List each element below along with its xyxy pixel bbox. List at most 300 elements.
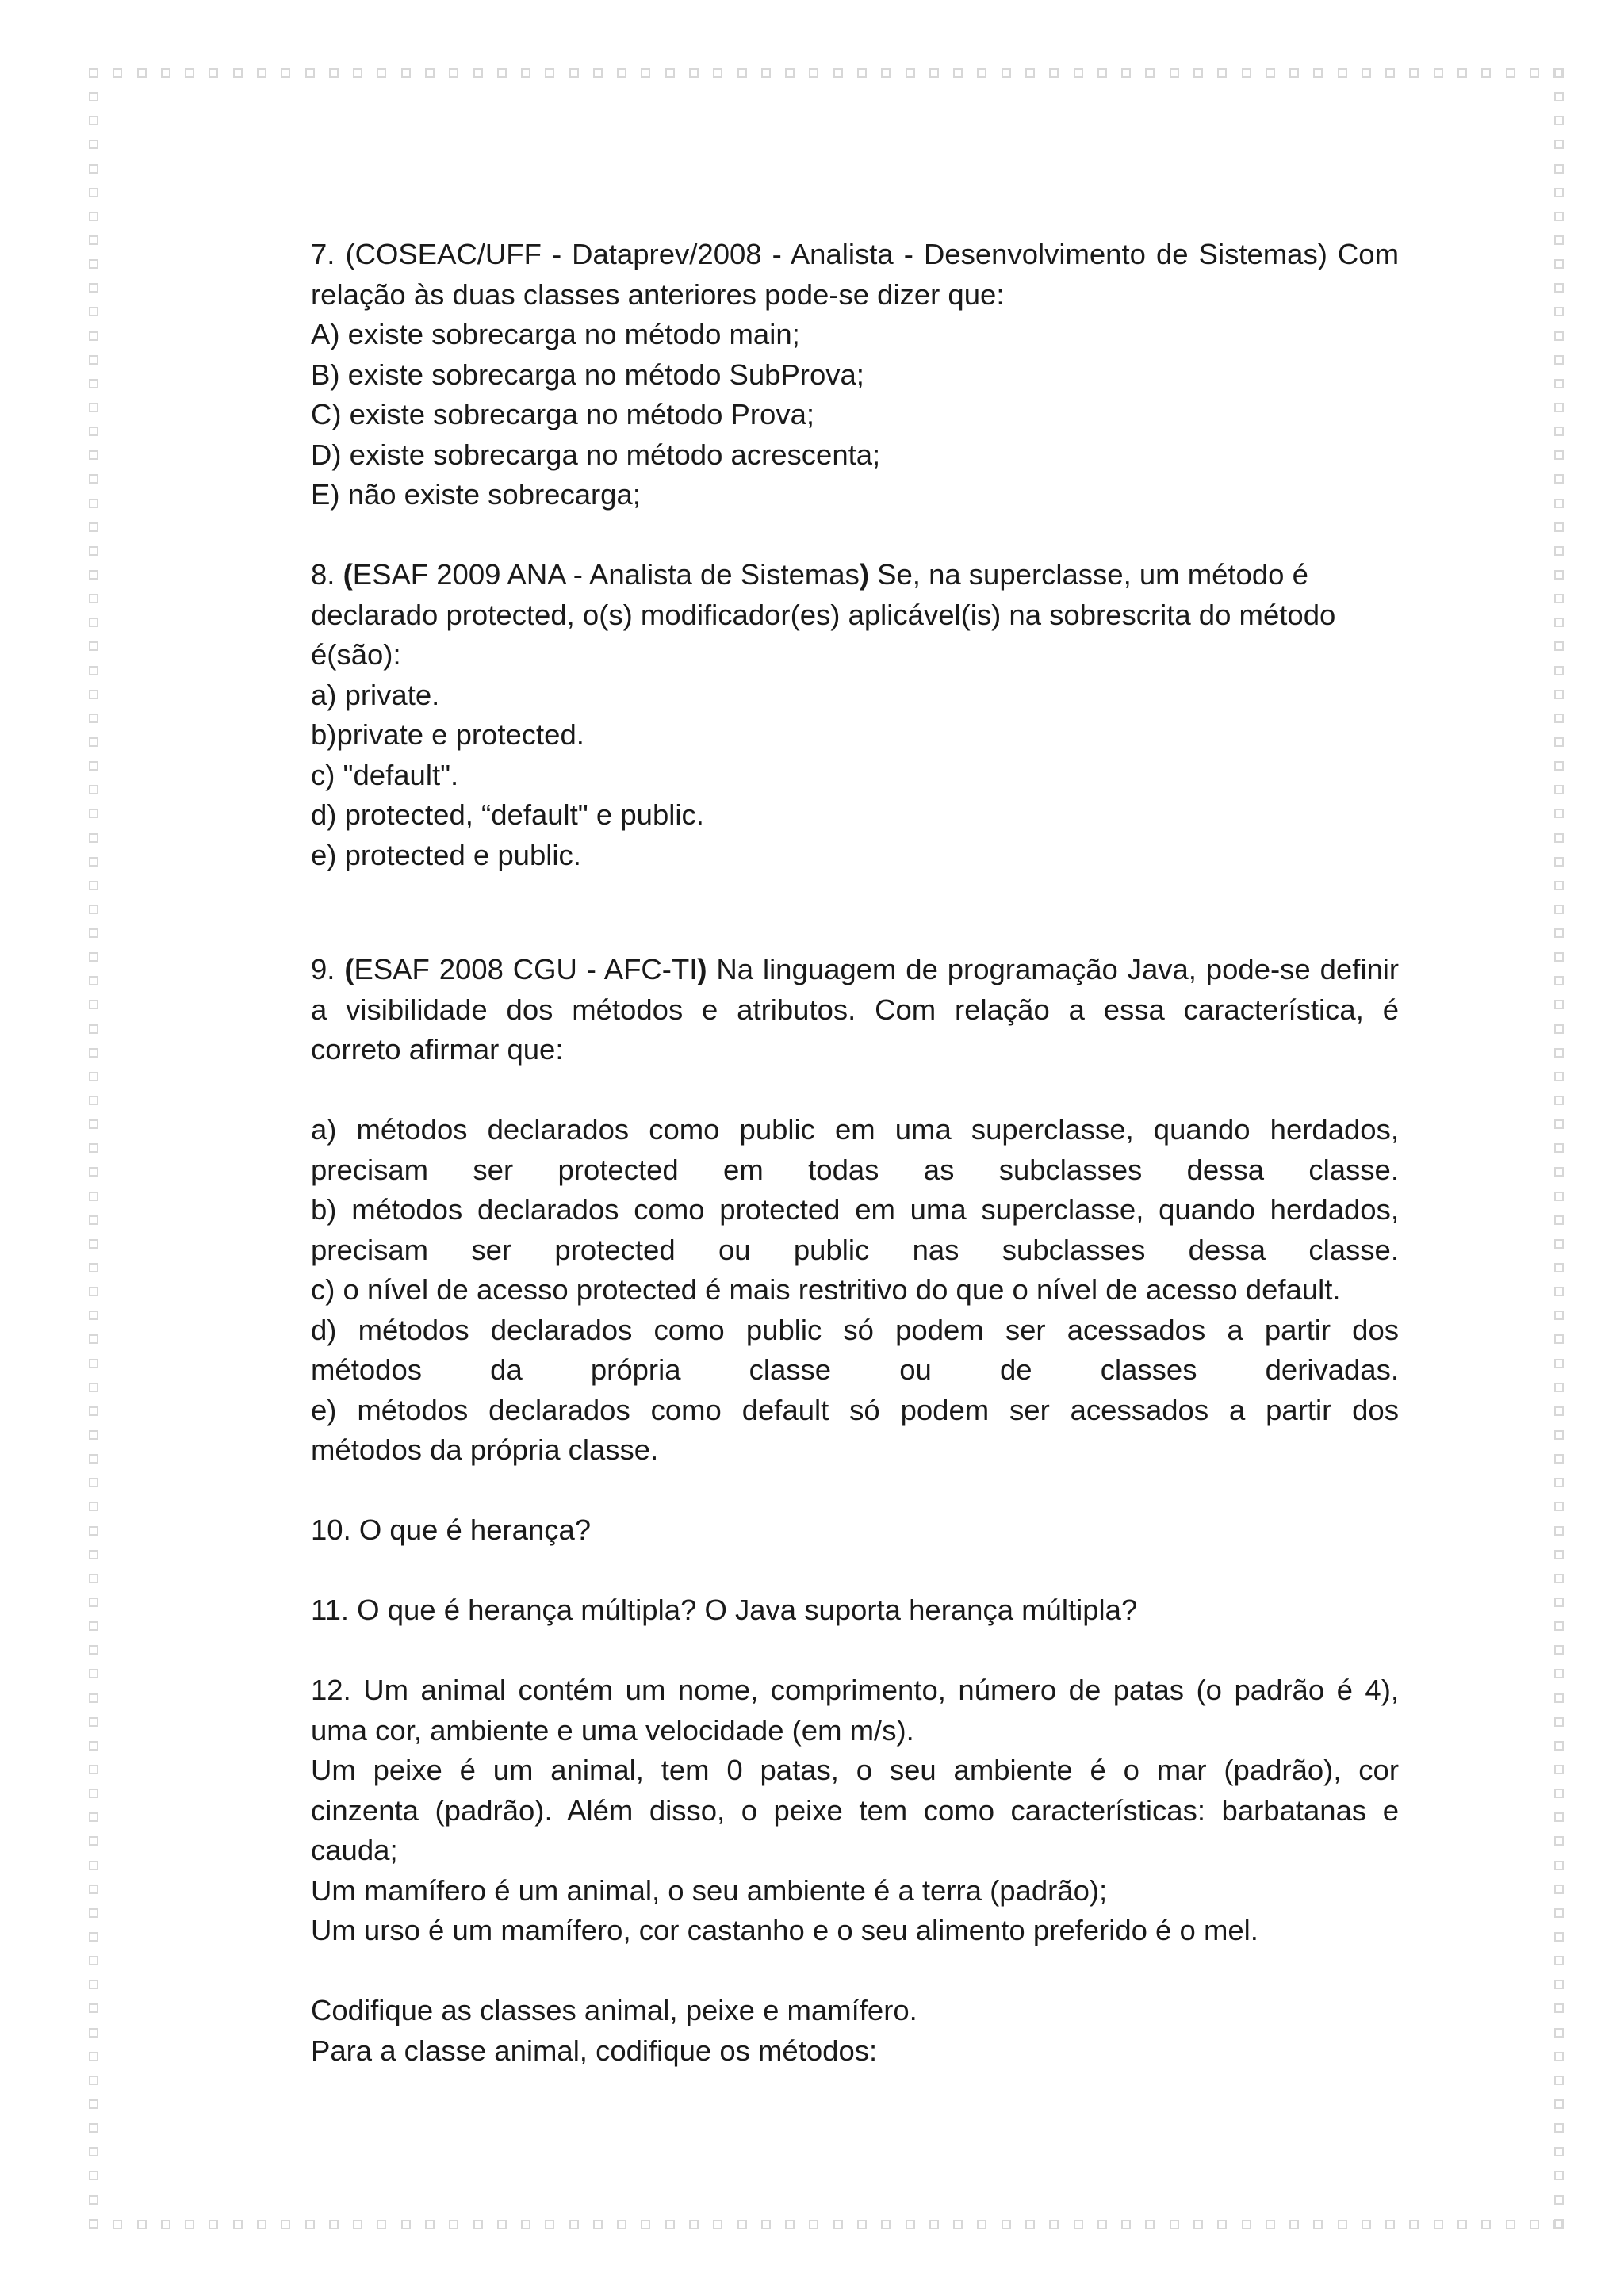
- border-dot: [545, 2220, 554, 2229]
- border-dot: [89, 1192, 98, 1201]
- border-dot: [1554, 2003, 1564, 2013]
- border-dot: [1554, 928, 1564, 938]
- border-dot: [1242, 68, 1251, 78]
- q8-open-paren: (: [343, 558, 353, 591]
- border-dot: [89, 1765, 98, 1774]
- border-dot: [1097, 68, 1107, 78]
- q9-option-a-line-1: a) métodos declarados como public em uma superclasse, quando herdados,: [311, 1113, 1399, 1146]
- border-dot: [497, 2220, 507, 2229]
- border-dot: [1409, 2220, 1419, 2229]
- border-dot: [713, 2220, 722, 2229]
- border-dot: [89, 857, 98, 867]
- border-dot: [521, 68, 530, 78]
- border-dot: [1554, 1550, 1564, 1559]
- question-11: 11. O que é herança múltipla? O Java suporta herança múltipla?: [311, 1594, 1138, 1626]
- border-dot: [1554, 499, 1564, 508]
- border-dot: [89, 952, 98, 962]
- border-dot: [89, 1812, 98, 1822]
- border-dot: [257, 2220, 266, 2229]
- border-dot: [1554, 140, 1564, 149]
- border-dot: [1554, 212, 1564, 221]
- border-dot: [1554, 1836, 1564, 1846]
- border-dot: [1554, 2195, 1564, 2205]
- border-dot: [89, 1502, 98, 1511]
- border-dot: [89, 905, 98, 914]
- border-dot: [1002, 68, 1011, 78]
- border-dot: [89, 1526, 98, 1536]
- border-dot: [425, 68, 435, 78]
- border-dot: [1554, 952, 1564, 962]
- border-left: [89, 68, 98, 2229]
- q12-instruction-2: Para a classe animal, codifique os métodos:: [311, 2034, 878, 2067]
- q7-option-a: A) existe sobrecarga no método main;: [311, 318, 800, 350]
- border-dot: [1554, 761, 1564, 771]
- border-dot: [89, 2076, 98, 2085]
- border-dot: [89, 283, 98, 293]
- border-dot: [809, 2220, 818, 2229]
- border-dot: [1554, 1383, 1564, 1392]
- border-dot: [281, 2220, 290, 2229]
- border-dot: [1554, 1526, 1564, 1536]
- border-dot: [89, 1454, 98, 1464]
- q7-line-2: relação às duas classes anteriores pode-se dizer que:: [311, 277, 1005, 311]
- border-dot: [89, 881, 98, 890]
- border-dot: [89, 2052, 98, 2061]
- border-dot: [1554, 522, 1564, 532]
- border-dot: [1554, 92, 1564, 101]
- border-dot: [1554, 1598, 1564, 1607]
- q8-line-3: é(são):: [311, 638, 401, 671]
- border-dot: [185, 68, 194, 78]
- border-dot: [1145, 2220, 1155, 2229]
- border-dot: [137, 2220, 147, 2229]
- q12-line-4: cinzenta (padrão). Além disso, o peixe tem como características: barbatanas e: [311, 1793, 1399, 1827]
- border-dot: [89, 1574, 98, 1583]
- border-dot: [89, 68, 98, 78]
- border-dot: [1554, 785, 1564, 794]
- question-9: [311, 950, 1399, 1471]
- border-dot: [1506, 2220, 1515, 2229]
- border-dot: [1553, 2220, 1563, 2229]
- border-dot: [761, 2220, 771, 2229]
- border-dot: [89, 737, 98, 747]
- border-dot: [1554, 1119, 1564, 1129]
- q7-option-c: C) existe sobrecarga no método Prova;: [311, 398, 815, 430]
- border-dot: [89, 307, 98, 316]
- border-dot: [1554, 1359, 1564, 1368]
- border-dot: [1025, 68, 1035, 78]
- border-dot: [89, 355, 98, 365]
- border-dot: [89, 2219, 98, 2229]
- border-dot: [161, 2220, 170, 2229]
- border-dot: [1457, 2220, 1467, 2229]
- border-dot: [689, 68, 699, 78]
- border-dot: [521, 2220, 530, 2229]
- border-dot: [89, 427, 98, 436]
- border-dot: [545, 68, 554, 78]
- border-dot: [1554, 570, 1564, 580]
- border-dot: [1193, 2220, 1203, 2229]
- border-dot: [906, 2220, 915, 2229]
- border-dot: [89, 331, 98, 341]
- border-dot: [89, 140, 98, 149]
- q12-instruction-1: Codifique as classes animal, peixe e mamífero.: [311, 1994, 917, 2026]
- border-dot: [833, 2220, 843, 2229]
- border-dot: [89, 666, 98, 675]
- border-dot: [1481, 68, 1491, 78]
- border-dot: [113, 68, 122, 78]
- border-dot: [1002, 2220, 1011, 2229]
- border-dot: [209, 2220, 218, 2229]
- border-dot: [1242, 2220, 1251, 2229]
- border-dot: [89, 1908, 98, 1918]
- border-dot: [1554, 976, 1564, 985]
- border-dot: [305, 2220, 315, 2229]
- border-dot: [89, 546, 98, 556]
- border-dot: [881, 2220, 891, 2229]
- border-dot: [1554, 1143, 1564, 1153]
- border-dot: [1554, 1478, 1564, 1487]
- border-dot: [89, 116, 98, 125]
- border-dot: [1554, 331, 1564, 341]
- border-dot: [89, 92, 98, 101]
- border-dot: [1170, 68, 1179, 78]
- border-dot: [89, 2028, 98, 2038]
- border-dot: [809, 68, 818, 78]
- border-dot: [1554, 1334, 1564, 1344]
- border-dot: [1554, 546, 1564, 556]
- border-dot: [1554, 1454, 1564, 1464]
- border-dot: [1554, 1908, 1564, 1918]
- border-dot: [1554, 474, 1564, 484]
- border-dot: [1025, 2220, 1035, 2229]
- border-dot: [377, 68, 386, 78]
- q8-line-1: [311, 555, 1399, 595]
- border-dot: [1049, 68, 1059, 78]
- border-dot: [1554, 1741, 1564, 1751]
- border-dot: [1554, 1239, 1564, 1249]
- border-dot: [1506, 68, 1515, 78]
- border-dot: [113, 2220, 122, 2229]
- border-dot: [929, 68, 939, 78]
- border-dot: [1554, 618, 1564, 627]
- border-dot: [1554, 1861, 1564, 1870]
- border-dot: [89, 1024, 98, 1034]
- border-dot: [89, 976, 98, 985]
- border-dot: [1554, 1311, 1564, 1320]
- border-dot: [89, 1072, 98, 1081]
- border-dot: [89, 928, 98, 938]
- border-dot: [401, 2220, 411, 2229]
- border-dot: [281, 68, 290, 78]
- border-dot: [1313, 68, 1323, 78]
- q9-option-d-line-2: métodos da própria classe ou de classes derivadas.: [311, 1353, 1399, 1386]
- border-dot: [89, 1980, 98, 1989]
- border-dot: [233, 2220, 243, 2229]
- border-dot: [425, 2220, 435, 2229]
- border-right: [1554, 68, 1564, 2229]
- border-dot: [881, 68, 891, 78]
- border-dot: [857, 68, 867, 78]
- border-dot: [89, 1406, 98, 1416]
- q9-line-1: [311, 950, 1399, 990]
- q12-line-1: 12. Um animal contém um nome, comprimento, número de patas (o padrão é 4),: [311, 1674, 1399, 1706]
- border-dot: [329, 68, 339, 78]
- border-dot: [1530, 2220, 1539, 2229]
- border-dot: [1554, 1980, 1564, 1989]
- border-dot: [1553, 68, 1563, 78]
- border-dot: [1554, 1048, 1564, 1058]
- border-dot: [1554, 1645, 1564, 1655]
- border-dot: [89, 2099, 98, 2109]
- q8-line-1-rest: Se, na superclasse, um método é: [869, 558, 1308, 591]
- border-dot: [89, 618, 98, 627]
- border-dot: [89, 1693, 98, 1703]
- border-dot: [473, 68, 483, 78]
- border-dot: [1170, 2220, 1179, 2229]
- q9-option-b-line-1: b) métodos declarados como protected em uma superclasse, quando herdados,: [311, 1193, 1399, 1226]
- border-dot: [1554, 1885, 1564, 1894]
- border-dot: [1554, 1096, 1564, 1105]
- border-dot: [1554, 2147, 1564, 2156]
- border-dot: [89, 1598, 98, 1607]
- border-dot: [89, 690, 98, 699]
- border-dot: [1554, 1956, 1564, 1965]
- border-dot: [89, 1143, 98, 1153]
- border-dot: [1554, 1406, 1564, 1416]
- q7-option-b: B) existe sobrecarga no método SubProva;: [311, 358, 864, 391]
- border-dot: [1554, 2099, 1564, 2109]
- border-dot: [89, 1550, 98, 1559]
- q9-option-d-line-1: d) métodos declarados como public só podem ser acessados a partir dos: [311, 1313, 1399, 1346]
- border-top: [89, 68, 1564, 78]
- border-dot: [1362, 68, 1371, 78]
- border-dot: [593, 2220, 603, 2229]
- border-dot: [1554, 1789, 1564, 1798]
- border-dot: [305, 68, 315, 78]
- border-dot: [89, 714, 98, 723]
- border-dot: [1554, 1167, 1564, 1177]
- border-dot: [1554, 905, 1564, 914]
- border-dot: [785, 2220, 795, 2229]
- border-dot: [257, 68, 266, 78]
- border-dot: [953, 2220, 963, 2229]
- border-dot: [1554, 2123, 1564, 2133]
- border-dot: [89, 188, 98, 197]
- border-dot: [89, 1861, 98, 1870]
- border-dot: [233, 68, 243, 78]
- border-dot: [1313, 2220, 1323, 2229]
- border-dot: [1554, 857, 1564, 867]
- q9-option-c: c) o nível de acesso protected é mais restritivo do que o nível de acesso default.: [311, 1273, 1341, 1306]
- q9-number: 9.: [311, 953, 345, 985]
- border-dot: [1554, 188, 1564, 197]
- border-dot: [1554, 641, 1564, 651]
- border-dot: [785, 68, 795, 78]
- border-dot: [89, 164, 98, 174]
- border-dot: [401, 68, 411, 78]
- border-dot: [1097, 2220, 1107, 2229]
- border-dot: [1266, 2220, 1275, 2229]
- border-dot: [1289, 68, 1299, 78]
- border-dot: [641, 2220, 650, 2229]
- border-dot: [89, 1478, 98, 1487]
- border-dot: [497, 68, 507, 78]
- border-dot: [89, 2123, 98, 2133]
- document-body: [311, 235, 1399, 2071]
- q8-option-b: b)private e protected.: [311, 718, 584, 751]
- border-dot: [89, 1621, 98, 1631]
- border-dot: [1385, 68, 1395, 78]
- border-dot: [209, 68, 218, 78]
- border-dot: [89, 1287, 98, 1296]
- border-dot: [1554, 594, 1564, 603]
- border-dot: [377, 2220, 386, 2229]
- q8-option-c: c) "default".: [311, 758, 459, 791]
- q8-close-paren: ): [859, 558, 869, 591]
- q7-option-d: D) existe sobrecarga no método acrescenta;: [311, 438, 881, 471]
- question-10: 10. O que é herança?: [311, 1513, 592, 1546]
- border-dot: [89, 1359, 98, 1368]
- border-dot: [89, 403, 98, 412]
- border-dot: [161, 68, 170, 78]
- border-dot: [89, 761, 98, 771]
- border-dot: [89, 1645, 98, 1655]
- border-dot: [1217, 2220, 1227, 2229]
- border-dot: [1289, 2220, 1299, 2229]
- border-dot: [1554, 1287, 1564, 1296]
- border-dot: [89, 1885, 98, 1894]
- border-dot: [1217, 68, 1227, 78]
- border-dot: [1362, 2220, 1371, 2229]
- q8-option-d: d) protected, “default" e public.: [311, 798, 704, 831]
- border-dot: [89, 2147, 98, 2156]
- border-dot: [1338, 68, 1347, 78]
- border-dot: [89, 1789, 98, 1798]
- border-dot: [1554, 2076, 1564, 2085]
- border-dot: [137, 68, 147, 78]
- border-dot: [1554, 355, 1564, 365]
- border-dot: [89, 235, 98, 245]
- q9-option-e-line-2: métodos da própria classe.: [311, 1433, 659, 1466]
- border-dot: [1554, 450, 1564, 460]
- border-dot: [89, 1334, 98, 1344]
- border-dot: [737, 2220, 747, 2229]
- border-bottom: [89, 2220, 1564, 2229]
- border-dot: [1554, 690, 1564, 699]
- q9-line-2: a visibilidade dos métodos e atributos. Com relação a essa característica, é: [311, 993, 1399, 1026]
- border-dot: [1554, 68, 1564, 78]
- border-dot: [593, 68, 603, 78]
- border-dot: [449, 2220, 458, 2229]
- border-dot: [89, 1383, 98, 1392]
- border-dot: [1338, 2220, 1347, 2229]
- q9-line-1-rest: Na linguagem de programação Java, pode-se definir: [707, 953, 1400, 985]
- q8-source: ESAF 2009 ANA - Analista de Sistemas: [352, 558, 860, 591]
- border-dot: [1554, 1574, 1564, 1583]
- border-dot: [89, 1119, 98, 1129]
- border-dot: [353, 68, 362, 78]
- border-dot: [329, 2220, 339, 2229]
- border-dot: [1554, 116, 1564, 125]
- border-dot: [1554, 283, 1564, 293]
- border-dot: [1385, 2220, 1395, 2229]
- border-dot: [1554, 1263, 1564, 1272]
- border-dot: [185, 2220, 194, 2229]
- border-dot: [1457, 68, 1467, 78]
- border-dot: [1554, 1932, 1564, 1942]
- q7-option-e: E) não existe sobrecarga;: [311, 478, 641, 511]
- border-dot: [89, 641, 98, 651]
- border-dot: [89, 1215, 98, 1225]
- question-7: [311, 235, 1399, 515]
- q8-option-e: e) protected e public.: [311, 838, 581, 871]
- border-dot: [89, 570, 98, 580]
- q12-line-5: cauda;: [311, 1834, 398, 1866]
- border-dot: [1266, 68, 1275, 78]
- q8-line-2: declarado protected, o(s) modificador(es) aplicável(is) na sobrescrita do método: [311, 598, 1336, 631]
- q8-number: 8.: [311, 558, 343, 591]
- border-dot: [1481, 2220, 1491, 2229]
- border-dot: [89, 1096, 98, 1105]
- border-dot: [1554, 809, 1564, 818]
- border-dot: [89, 1311, 98, 1320]
- border-dot: [89, 1741, 98, 1751]
- q12-line-6: Um mamífero é um animal, o seu ambiente é a terra (padrão);: [311, 1873, 1108, 1907]
- q12-line-3: Um peixe é um animal, tem 0 patas, o seu ambiente é o mar (padrão), cor: [311, 1754, 1399, 1786]
- border-dot: [89, 1263, 98, 1272]
- border-dot: [1554, 1000, 1564, 1009]
- border-dot: [1554, 1502, 1564, 1511]
- border-dot: [89, 1717, 98, 1727]
- q8-option-a: a) private.: [311, 678, 440, 711]
- q9-source: ESAF 2008 CGU - AFC-TI: [354, 953, 698, 985]
- border-dot: [1193, 68, 1203, 78]
- border-dot: [1554, 235, 1564, 245]
- border-dot: [1554, 1717, 1564, 1727]
- border-dot: [1554, 2219, 1564, 2229]
- border-dot: [353, 2220, 362, 2229]
- border-dot: [977, 68, 986, 78]
- border-dot: [1554, 1765, 1564, 1774]
- border-dot: [89, 68, 98, 78]
- border-dot: [1049, 2220, 1059, 2229]
- border-dot: [89, 785, 98, 794]
- q9-open-paren: (: [344, 953, 354, 985]
- border-dot: [89, 1048, 98, 1058]
- border-dot: [89, 1836, 98, 1846]
- border-dot: [1554, 2052, 1564, 2061]
- q9-close-paren: ): [697, 953, 707, 985]
- border-dot: [89, 2195, 98, 2205]
- border-dot: [473, 2220, 483, 2229]
- border-dot: [1554, 164, 1564, 174]
- border-dot: [1554, 1669, 1564, 1678]
- border-dot: [1554, 1693, 1564, 1703]
- border-dot: [89, 833, 98, 843]
- border-dot: [1121, 2220, 1131, 2229]
- border-dot: [89, 1669, 98, 1678]
- q9-option-a-line-2: precisam ser protected em todas as subclasses dessa classe.: [311, 1153, 1399, 1186]
- border-dot: [1554, 379, 1564, 388]
- border-dot: [833, 68, 843, 78]
- border-dot: [617, 2220, 626, 2229]
- border-dot: [1554, 427, 1564, 436]
- border-dot: [1554, 1072, 1564, 1081]
- border-dot: [665, 2220, 675, 2229]
- border-dot: [89, 450, 98, 460]
- q12-line-2: uma cor, ambiente e uma velocidade (em m/s).: [311, 1713, 914, 1747]
